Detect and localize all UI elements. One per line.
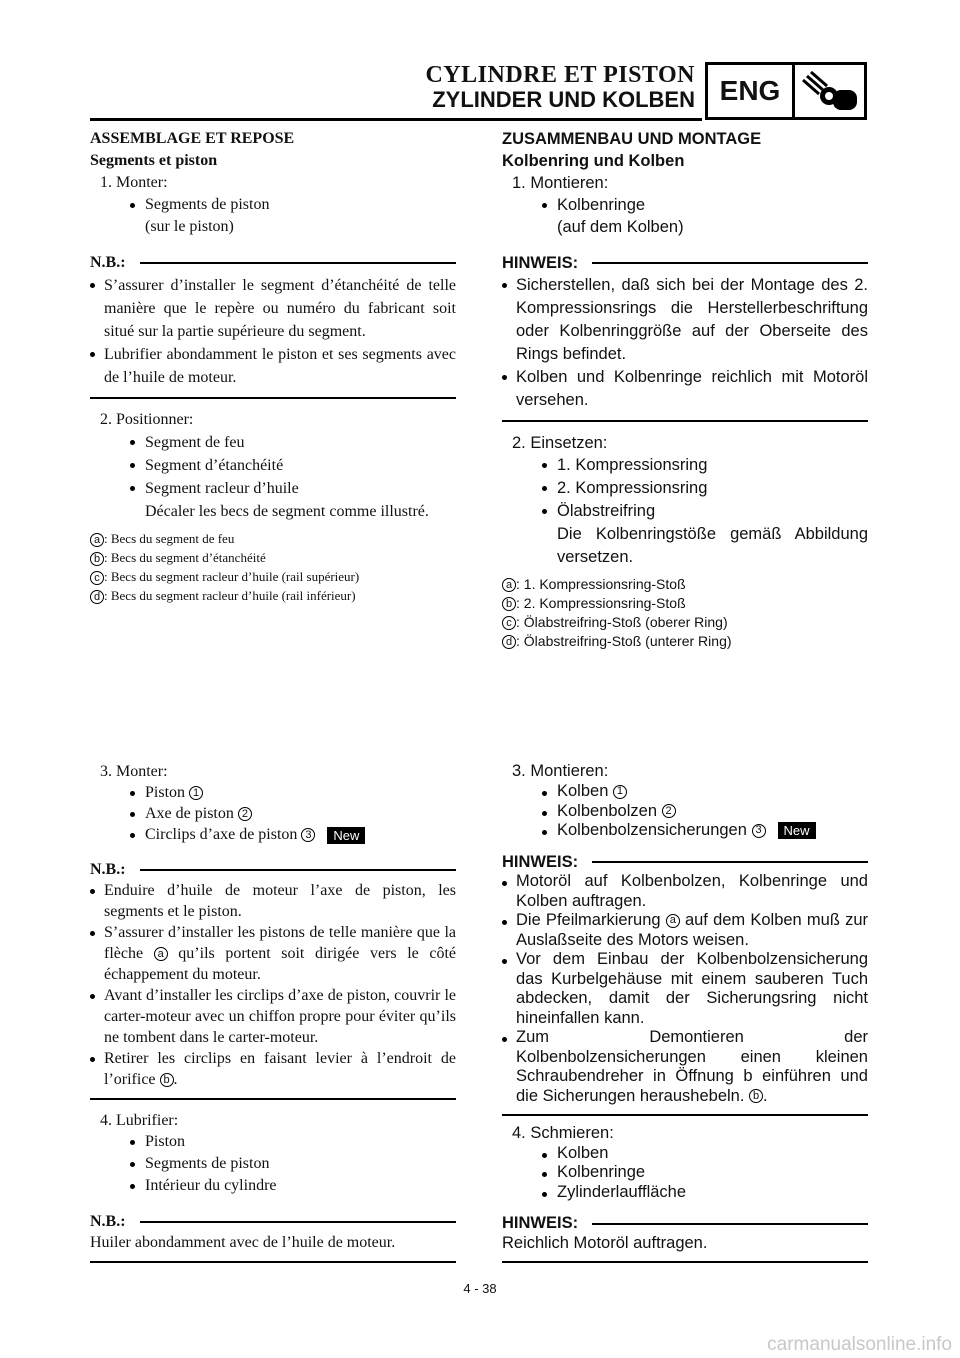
- fr-note-3-text: Huiler abondamment avec de l’huile de moteur.: [90, 1234, 396, 1251]
- de-note-3-header: HINWEIS:: [502, 1214, 868, 1234]
- fr-note-2-bullet-2: S’assurer d’installer les pistons de telle manière que la flèche a qu’ils portent soit dirigée vers le côté échappement du moteur.: [90, 922, 456, 985]
- fr-step-4-item-1: Piston: [90, 1131, 456, 1153]
- bullet-icon: [502, 375, 507, 380]
- fr-note-1-bullet-2: Lubrifier abondamment le piston et ses segments avec de l’huile de moteur.: [90, 343, 456, 389]
- page-number: 4 - 38: [463, 1281, 497, 1296]
- de-step-3-item-2: Kolbenbolzen 2: [502, 802, 868, 822]
- bullet-icon: [502, 959, 507, 964]
- bullet-icon: [542, 1172, 547, 1177]
- fr-step-3-item-3: Circlips d’axe de piston 3 New: [90, 824, 456, 845]
- bullet-icon: [90, 283, 95, 288]
- new-badge: New: [778, 822, 816, 839]
- bullet-icon: [130, 833, 135, 838]
- de-step-3-item-3: Kolbenbolzensicherungen 3 New: [502, 821, 868, 841]
- fr-step-1-item: Segments de piston: [90, 194, 456, 216]
- de-subsection-title: Kolbenring und Kolben: [502, 152, 685, 170]
- fr-note-1-end-rule: [90, 397, 456, 399]
- fr-step-4-item-2: Segments de piston: [90, 1153, 456, 1175]
- fr-note-2-end-rule: [90, 1098, 456, 1100]
- fr-step-1-sub: (sur le piston): [145, 218, 234, 235]
- fr-section-title: ASSEMBLAGE ET REPOSE: [90, 130, 295, 147]
- de-step-2-item-3: Ölabstreifring: [502, 500, 868, 523]
- de-step-4-item-1: Kolben: [502, 1144, 868, 1164]
- bullet-icon: [130, 463, 135, 468]
- fr-note-3-header: N.B.:: [90, 1211, 456, 1232]
- fr-note-3-end-rule: [90, 1261, 456, 1263]
- bullet-icon: [542, 830, 547, 835]
- bullet-icon: [542, 791, 547, 796]
- fr-step-3-label: 3. Monter:: [100, 763, 168, 780]
- bullet-icon: [542, 811, 547, 816]
- de-step-4-label: 4. Schmieren:: [512, 1124, 614, 1142]
- de-legend-b: b : 2. Kompressionsring-Stoß: [502, 594, 868, 613]
- fr-legend-b: b : Becs du segment d’étanchéité: [90, 548, 456, 567]
- de-step-2-item-2: 2. Kompressionsring: [502, 477, 868, 500]
- fr-step-1-label: 1. Monter:: [100, 174, 168, 191]
- bullet-icon: [542, 203, 547, 208]
- de-step-2-item-1: 1. Kompressionsring: [502, 454, 868, 477]
- bullet-icon: [130, 1140, 135, 1145]
- bullet-icon: [502, 920, 507, 925]
- bullet-icon: [542, 486, 547, 491]
- de-step-2-label: 2. Einsetzen:: [512, 434, 608, 452]
- fr-step-2-label: 2. Positionner:: [100, 411, 194, 428]
- de-column-bottom: [502, 761, 868, 1269]
- fr-step-2-item-1: Segment de feu: [90, 431, 456, 454]
- bullet-icon: [130, 791, 135, 796]
- de-note-1-end-rule: [502, 420, 868, 422]
- fr-legend-a: a : Becs du segment de feu: [90, 529, 456, 548]
- de-note-3-end-rule: [502, 1261, 868, 1263]
- bullet-icon: [502, 881, 507, 886]
- de-step-2-desc: Die Kolbenringstöße gemäß Abbildung versetzen.: [557, 525, 868, 566]
- section-badge: [705, 62, 867, 120]
- de-legend-c: c : Ölabstreifring-Stoß (oberer Ring): [502, 613, 868, 632]
- bullet-icon: [542, 509, 547, 514]
- bullet-icon: [90, 352, 95, 357]
- fr-step-2-item-2: Segment d’étanchéité: [90, 454, 456, 477]
- fr-note-2-bullet-3: Avant d’installer les circlips d’axe de piston, couvrir le carter-moteur avec un chiffon propre pour éviter qu’ils ne tombent dans le carter-moteur.: [90, 985, 456, 1048]
- bullet-icon: [542, 1153, 547, 1158]
- de-note-1-bullet-1: Sicherstellen, daß sich bei der Montage des 2. Kompressionsrings die Herstellerbeschriftung oder Kolbenringgröße auf der Oberseite des Rings befindet.: [502, 274, 868, 366]
- de-step-3-item-1: Kolben 1: [502, 782, 868, 802]
- fr-note-1-bullet-1: S’assurer d’installer le segment d’étanchéité de telle manière que le repère ou numéro du fabricant soit situé sur la partie supérieure du segment.: [90, 274, 456, 343]
- de-step-1-item: Kolbenringe: [502, 194, 868, 216]
- de-legend: [502, 575, 868, 651]
- bullet-icon: [130, 1184, 135, 1189]
- bullet-icon: [542, 1192, 547, 1197]
- fr-legend-d: d : Becs du segment racleur d’huile (rail inférieur): [90, 586, 456, 605]
- de-note-1-bullet-2: Kolben und Kolbenringe reichlich mit Motoröl versehen.: [502, 366, 868, 412]
- fr-column-bottom: [90, 761, 456, 1269]
- fr-subsection-title: Segments et piston: [90, 152, 218, 169]
- de-note-2-end-rule: [502, 1114, 868, 1116]
- new-badge: New: [327, 827, 365, 844]
- de-legend-d: d : Ölabstreifring-Stoß (unterer Ring): [502, 632, 868, 651]
- header-rule: [90, 118, 702, 121]
- de-note-3-text: Reichlich Motoröl auftragen.: [502, 1233, 708, 1252]
- bullet-icon: [130, 203, 135, 208]
- de-note-1-header: HINWEIS:: [502, 252, 868, 274]
- bullet-icon: [90, 889, 95, 894]
- fr-step-4-item-3: Intérieur du cylindre: [90, 1175, 456, 1197]
- fr-note-2-bullet-1: Enduire d’huile de moteur l’axe de piston, les segments et le piston.: [90, 880, 456, 922]
- fr-column-top: [90, 128, 456, 605]
- de-note-2-bullet-3: Vor dem Einbau der Kolbenbolzensicherung das Kurbelgehäuse mit einem sauberen Tuch abdecken, damit der Sicherungsring nicht hineinfallen kann.: [502, 950, 868, 1028]
- fr-step-4-label: 4. Lubrifier:: [100, 1112, 179, 1129]
- fr-step-3-item-2: Axe de piston 2: [90, 803, 456, 824]
- de-note-2-bullet-4: Zum Demontieren der Kolbenbolzensicherungen einen kleinen Schraubendreher in Öffnung b einführen und die Sicherungen heraushebeln. b .: [502, 1028, 868, 1106]
- de-step-1-sub: (auf dem Kolben): [557, 218, 684, 236]
- fr-step-2-item-3: Segment racleur d’huile: [90, 477, 456, 500]
- fr-step-2-desc: Décaler les becs de segment comme illustré.: [145, 503, 429, 520]
- bullet-icon: [542, 463, 547, 468]
- header-title-fr: CYLINDRE ET PISTON: [425, 62, 695, 88]
- eng-label: ENG: [708, 65, 795, 117]
- de-column-top: [502, 128, 868, 651]
- bullet-icon: [130, 486, 135, 491]
- piston-icon: [795, 65, 864, 117]
- de-note-2-bullet-1: Motoröl auf Kolbenbolzen, Kolbenringe und Kolben auftragen.: [502, 872, 868, 911]
- de-step-1-label: 1. Montieren:: [512, 174, 609, 192]
- bullet-icon: [90, 1057, 95, 1062]
- de-note-2-bullet-2: Die Pfeilmarkierung a auf dem Kolben muß zur Auslaßseite des Motors weisen.: [502, 911, 868, 950]
- bullet-icon: [130, 1162, 135, 1167]
- fr-step-3-item-1: Piston 1: [90, 782, 456, 803]
- de-step-4-item-3: Zylinderlauffläche: [502, 1183, 868, 1203]
- de-section-title: ZUSAMMENBAU UND MONTAGE: [502, 130, 762, 148]
- watermark: carmanualsonline.info: [767, 1334, 952, 1355]
- fr-note-2-header: N.B.:: [90, 859, 456, 880]
- bullet-icon: [130, 812, 135, 817]
- fr-note-2-bullet-4: Retirer les circlips en faisant levier à l’endroit de l’orifice b .: [90, 1048, 456, 1090]
- bullet-icon: [502, 283, 507, 288]
- de-step-4-item-2: Kolbenringe: [502, 1163, 868, 1183]
- bullet-icon: [130, 440, 135, 445]
- bullet-icon: [90, 931, 95, 936]
- de-note-2-header: HINWEIS:: [502, 853, 868, 873]
- bullet-icon: [502, 1037, 507, 1042]
- fr-legend-c: c : Becs du segment racleur d’huile (rail supérieur): [90, 567, 456, 586]
- header-title-de: ZYLINDER UND KOLBEN: [432, 87, 695, 112]
- bullet-icon: [90, 994, 95, 999]
- fr-legend: [90, 529, 456, 605]
- de-legend-a: a : 1. Kompressionsring-Stoß: [502, 575, 868, 594]
- fr-note-1-header: N.B.:: [90, 252, 456, 274]
- de-step-3-label: 3. Montieren:: [512, 762, 609, 780]
